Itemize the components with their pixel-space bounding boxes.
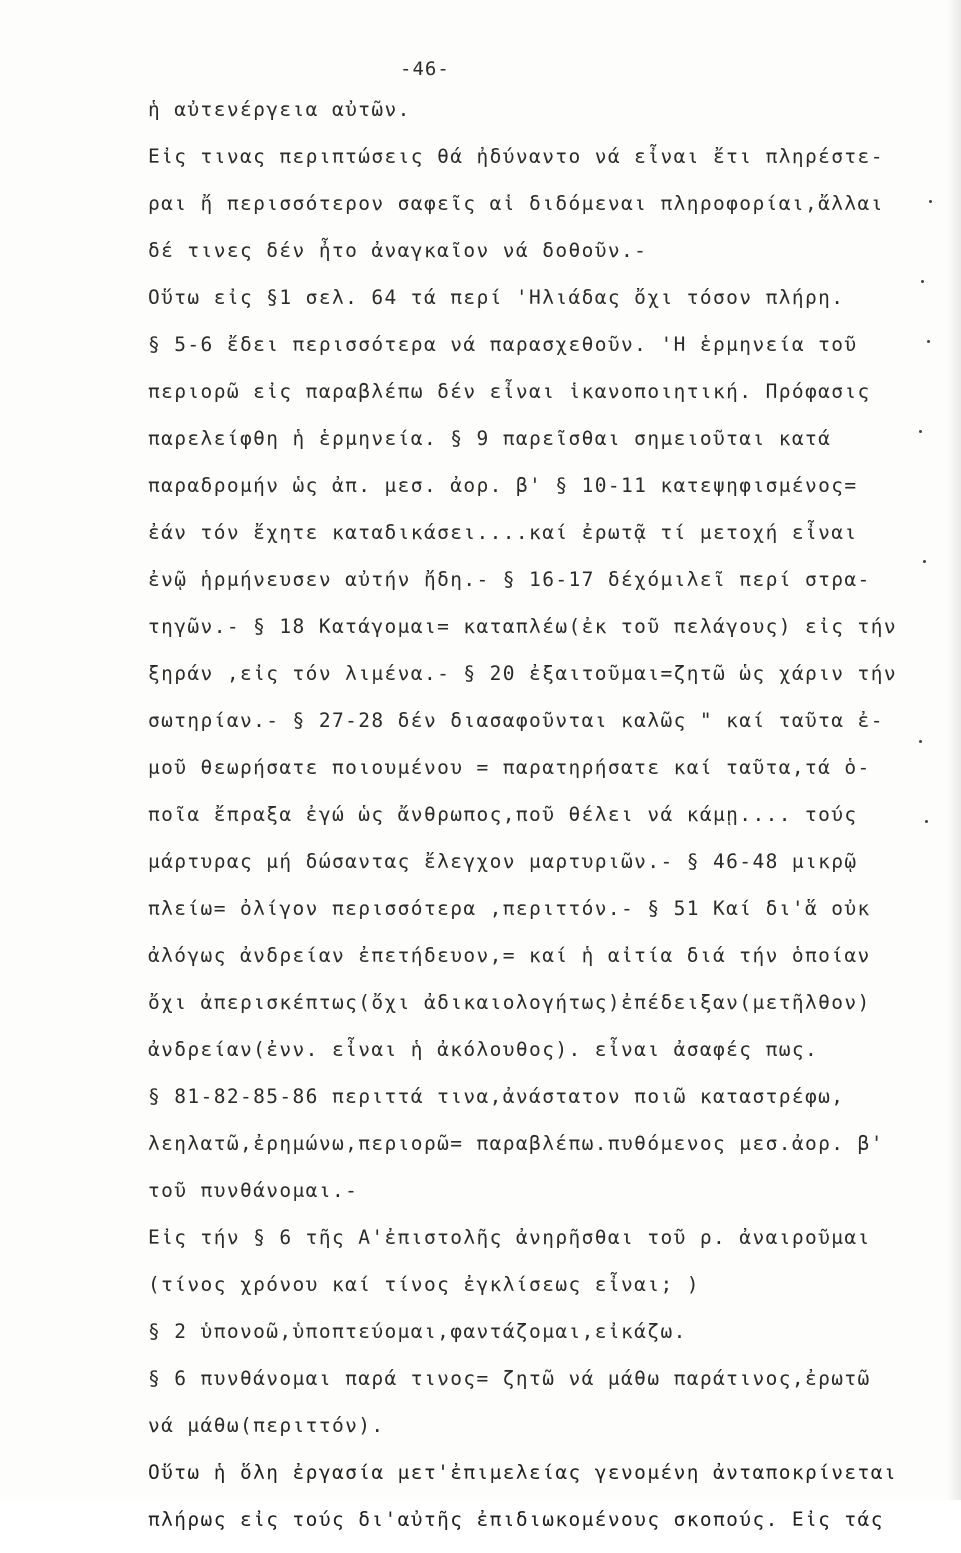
text-body <box>148 96 918 1553</box>
text-line: ἐνῷ ἡρμήνευσεν αὐτήν ἤδη.- § 16-17 δέχόμιλεῖ περί στρα- <box>148 568 871 591</box>
text-line: ἀνδρείαν(ἐνν. εἶναι ἡ ἀκόλουθος). εἶναι ἀσαφές πως. <box>148 1038 819 1061</box>
text-line: § 5-6 ἔδει περισσότερα νά παρασχεθοῦν. 'Η ἑρμηνεία τοῦ <box>148 333 858 356</box>
text-line: § 6 πυνθάνομαι παρά τινος= ζητῶ νά μάθω παράτινος,ἐρωτῶ <box>148 1367 871 1390</box>
text-line: λεηλατῶ,ἐρημώνω,περιορῶ= παραβλέπω.πυθόμενος μεσ.ἀορ. β' <box>148 1132 884 1155</box>
page-number: -46- <box>400 58 450 80</box>
text-line: ἐάν τόν ἔχητε καταδικάσει....καί ἐρωτᾷ τί μετοχή εἶναι <box>148 521 858 544</box>
text-line: Εἰς τινας περιπτώσεις θά ἠδύναντο νά εἶναι ἔτι πληρέστε- <box>148 145 884 168</box>
text-line: § 81-82-85-86 περιττά τινα,ἀνάστατον ποιῶ καταστρέφω, <box>148 1085 845 1108</box>
text-line: § 2 ὑπονοῶ,ὑποπτεύομαι,φαντάζομαι,εἰκάζω. <box>148 1320 687 1343</box>
text-line: ποῖα ἔπραξα ἐγώ ὡς ἄνθρωπος,ποῦ θέλει νά κάμῃ.... τούς <box>148 803 858 826</box>
margin-mark <box>925 820 928 823</box>
text-line: ἀλόγως ἀνδρείαν ἐπετήδευον,= καί ἡ αἰτία διά τήν ὁποίαν <box>148 944 871 967</box>
page-edge-shadow <box>947 0 961 1500</box>
text-line: παραδρομήν ὡς ἀπ. μεσ. ἀορ. β' § 10-11 κατεψηφισμένος= <box>148 474 858 497</box>
text-line: ραι ἤ περισσότερον σαφεῖς αἱ διδόμεναι πληροφορίαι,ἄλλαι <box>148 192 884 215</box>
text-line: (τίνος χρόνου καί τίνος ἐγκλίσεως εἶναι; ) <box>148 1273 700 1296</box>
text-line: Οὕτω ἡ ὅλη ἐργασία μετ'ἐπιμελείας γενομένη ἀνταποκρίνεται <box>148 1461 897 1484</box>
text-line: μάρτυρας μή δώσαντας ἔλεγχον μαρτυριῶν.- § 46-48 μικρῷ <box>148 850 858 873</box>
text-line: Εἰς τήν § 6 τῆς Α'ἐπιστολῆς ἀνηρῆσθαι τοῦ ρ. ἀναιροῦμαι <box>148 1226 871 1249</box>
margin-mark <box>919 740 922 743</box>
text-line: ἡ αὐτενέργεια αὐτῶν. <box>148 98 411 121</box>
text-line: μοῦ θεωρήσατε ποιουμένου = παρατηρήσατε καί ταῦτα,τά ὁ- <box>148 756 871 779</box>
text-line: τοῦ πυνθάνομαι.- <box>148 1179 359 1202</box>
text-line: ὄχι ἀπερισκέπτως(ὄχι ἀδικαιολογήτως)ἐπέδειξαν(μετῆλθον) <box>148 991 871 1014</box>
text-line: πλήρως εἰς τούς δι'αὐτῆς ἐπιδιωκομένους σκοπούς. Εἰς τάς <box>148 1508 884 1531</box>
text-line: πλείω= ὀλίγον περισσότερα ,περιττόν.- § 51 Καί δι'ἅ οὐκ <box>148 897 871 920</box>
text-line: νά μάθω(περιττόν). <box>148 1414 385 1437</box>
text-line: τηγῶν.- § 18 Κατάγομαι= καταπλέω(ἐκ τοῦ πελάγους) εἰς τήν <box>148 615 897 638</box>
margin-marks <box>909 180 949 880</box>
text-line: παρελείφθη ἡ ἑρμηνεία. § 9 παρεῖσθαι σημειοῦται κατά <box>148 427 832 450</box>
text-line: περιορῶ εἰς παραβλέπω δέν εἶναι ἱκανοποιητική. Πρόφασις <box>148 380 871 403</box>
margin-mark <box>921 280 924 283</box>
margin-mark <box>929 200 932 203</box>
text-line: δέ τινες δέν ἦτο ἀναγκαῖον νά δοθοῦν.- <box>148 239 648 262</box>
text-line: Οὕτω εἰς §1 σελ. 64 τά περί 'Ηλιάδας ὄχι τόσον πλήρη. <box>148 286 845 309</box>
margin-mark <box>923 560 926 563</box>
text-line: ξηράν ,εἰς τόν λιμένα.- § 20 ἐξαιτοῦμαι=ζητῶ ὡς χάριν τήν <box>148 662 897 685</box>
text-line: σωτηρίαν.- § 27-28 δέν διασαφοῦνται καλῶς " καί ταῦτα ἐ- <box>148 709 884 732</box>
margin-mark <box>927 340 930 343</box>
margin-mark <box>919 430 922 433</box>
